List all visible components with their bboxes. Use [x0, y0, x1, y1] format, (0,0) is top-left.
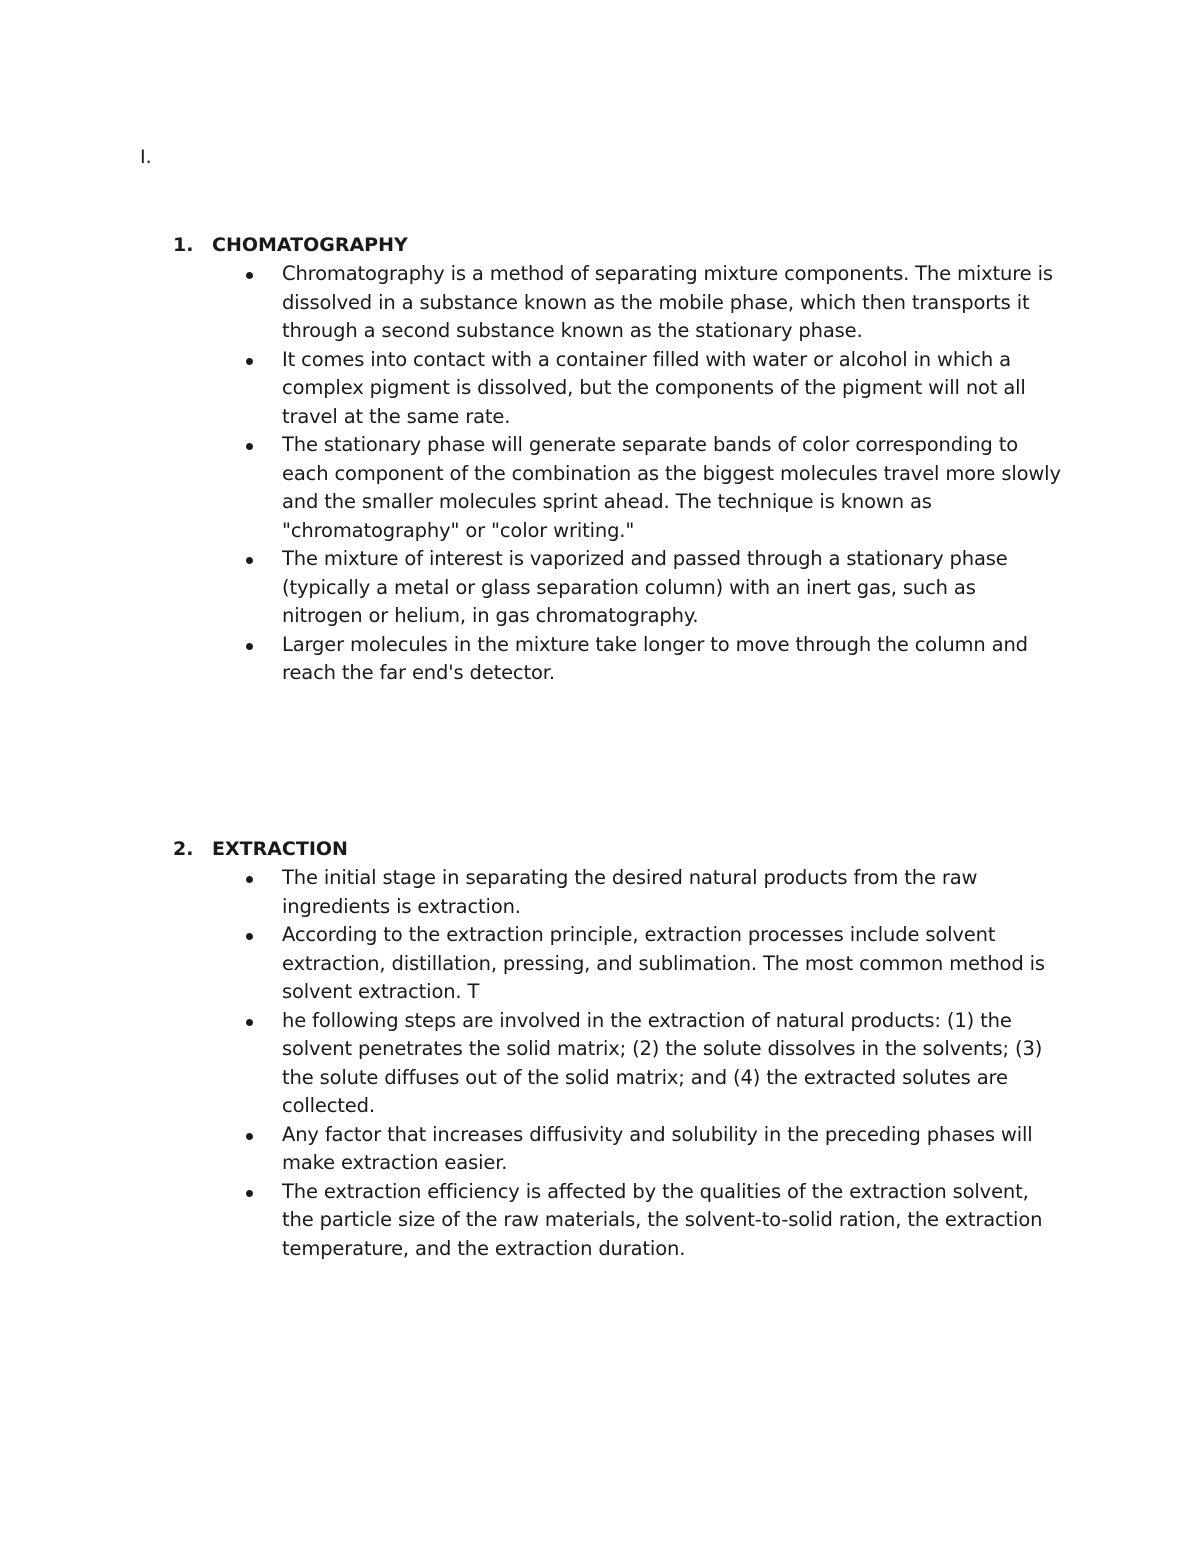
bullet-list — [0, 260, 1200, 688]
bullet-icon — [246, 643, 253, 650]
section-heading — [0, 836, 1200, 862]
list-item — [0, 1121, 1062, 1178]
list-item — [0, 1007, 1062, 1121]
bullet-icon — [246, 1133, 253, 1140]
section-chromatography — [0, 232, 1200, 688]
bullet-text: The initial stage in separating the desired natural products from the raw ingredients is extraction. — [282, 866, 978, 918]
list-item — [0, 864, 1062, 921]
bullet-text: The extraction efficiency is affected by the qualities of the extraction solvent, the particle size of the raw materials, the solvent-to-solid ration, the extraction temperature, and the extraction duration. — [282, 1179, 1043, 1260]
list-item — [0, 631, 1062, 688]
bullet-icon — [246, 933, 253, 940]
bullet-text: The stationary phase will generate separate bands of color corresponding to each component of the combination as the biggest molecules travel more slowly and the smaller molecules sprint ahead. The technique is known as "chromatography" or "color writing." — [282, 433, 1061, 542]
list-item — [0, 921, 1062, 1007]
section-title: CHOMATOGRAPHY — [212, 234, 408, 256]
bullet-icon — [246, 272, 253, 279]
list-item — [0, 260, 1062, 346]
bullet-text: It comes into contact with a container filled with water or alcohol in which a complex pigment is dissolved, but the components of the pigment will not all travel at the same rate. — [282, 347, 1026, 428]
list-item — [0, 545, 1062, 631]
section-title: EXTRACTION — [212, 838, 348, 860]
bullet-icon — [246, 1190, 253, 1197]
bullet-text: Chromatography is a method of separating mixture components. The mixture is dissolved in a substance known as the mobile phase, which then transports it through a second substance known as the stationary phase. — [282, 262, 1053, 342]
bullet-icon — [246, 443, 253, 450]
list-item — [0, 346, 1062, 432]
bullet-icon — [246, 1019, 253, 1026]
list-item — [0, 431, 1062, 545]
bullet-icon — [246, 876, 253, 883]
section-number: 2. — [173, 838, 194, 860]
bullet-list — [0, 864, 1200, 1263]
roman-numeral: I. — [140, 146, 152, 168]
bullet-text: The mixture of interest is vaporized and passed through a stationary phase (typically a metal or glass separation column) with an inert gas, such as nitrogen or helium, in gas chromatography. — [282, 547, 1008, 627]
bullet-text: According to the extraction principle, extraction processes include solvent extraction, distillation, pressing, and sublimation. The most common method is solvent extraction. T — [282, 923, 1045, 1003]
bullet-text: Any factor that increases diffusivity and solubility in the preceding phases will make extraction easier. — [282, 1122, 1033, 1174]
section-number: 1. — [173, 234, 194, 256]
bullet-text: Larger molecules in the mixture take longer to move through the column and reach the far end's detector. — [282, 632, 1028, 684]
list-item — [0, 1178, 1062, 1264]
section-heading — [0, 232, 1200, 258]
bullet-icon — [246, 358, 253, 365]
section-extraction — [0, 836, 1200, 1263]
bullet-icon — [246, 557, 253, 564]
bullet-text: he following steps are involved in the extraction of natural products: (1) the solvent penetrates the solid matrix; (2) the solute dissolves in the solvents; (3) the solute diffuses out of the solid matrix; and (4) the extracted solutes are collected. — [282, 1008, 1043, 1117]
